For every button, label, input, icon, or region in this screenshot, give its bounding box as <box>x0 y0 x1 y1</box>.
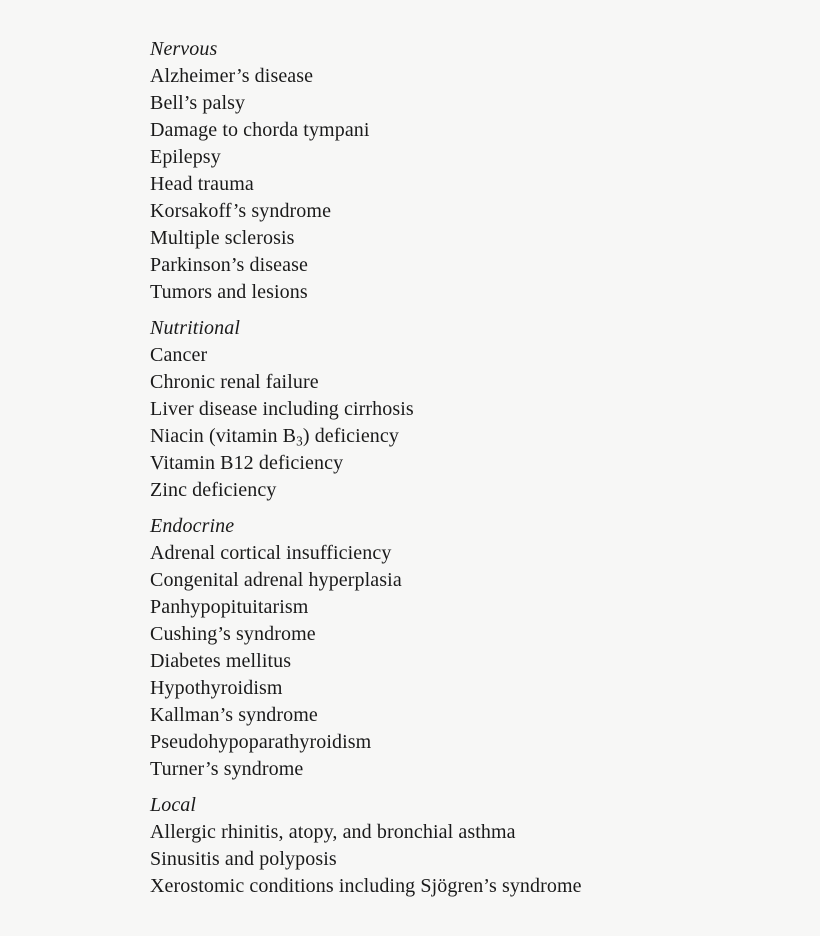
list-item: Diabetes mellitus <box>150 650 292 672</box>
category-item-list <box>150 540 790 783</box>
category-heading: Nutritional <box>150 317 241 339</box>
list-item: Vitamin B12 deficiency <box>150 452 344 474</box>
list-item: Hypothyroidism <box>150 677 283 699</box>
list-item: Turner’s syndrome <box>150 758 304 780</box>
category-heading: Nervous <box>150 38 218 60</box>
category-item-list <box>150 819 790 900</box>
list-item: Allergic rhinitis, atopy, and bronchial asthma <box>150 821 516 843</box>
list-item: Korsakoff’s syndrome <box>150 200 332 222</box>
category-group <box>150 792 790 900</box>
list-item: Sinusitis and polyposis <box>150 848 337 870</box>
category-item-list <box>150 63 790 306</box>
list-item: Damage to chorda tympani <box>150 119 370 141</box>
list-item <box>150 423 790 450</box>
category-heading: Endocrine <box>150 515 235 537</box>
list-item: Tumors and lesions <box>150 281 308 303</box>
list-item: Multiple sclerosis <box>150 227 295 249</box>
causes-list <box>150 36 790 900</box>
list-item-subscript: 3 <box>296 433 303 449</box>
list-item: Zinc deficiency <box>150 479 277 501</box>
list-item: Adrenal cortical insufficiency <box>150 542 392 564</box>
list-item: Cushing’s syndrome <box>150 623 316 645</box>
list-item: Parkinson’s disease <box>150 254 308 276</box>
list-item: Kallman’s syndrome <box>150 704 318 726</box>
list-item: Chronic renal failure <box>150 371 319 393</box>
list-item: Bell’s palsy <box>150 92 246 114</box>
category-group <box>150 513 790 783</box>
list-item: Liver disease including cirrhosis <box>150 398 414 420</box>
list-item: Cancer <box>150 344 208 366</box>
category-group <box>150 315 790 504</box>
list-item: Head trauma <box>150 173 254 195</box>
list-item: Alzheimer’s disease <box>150 65 314 87</box>
list-item-text: Niacin (vitamin B <box>150 425 297 447</box>
list-item: Panhypopituitarism <box>150 596 309 618</box>
category-heading: Local <box>150 794 197 816</box>
category-group <box>150 36 790 306</box>
list-item: Xerostomic conditions including Sjögren’s syndrome <box>150 875 582 897</box>
category-item-list <box>150 342 790 504</box>
list-item: Epilepsy <box>150 146 221 168</box>
list-item-text-tail: ) deficiency <box>302 425 399 447</box>
list-item: Congenital adrenal hyperplasia <box>150 569 402 591</box>
list-item: Pseudohypoparathyroidism <box>150 731 372 753</box>
